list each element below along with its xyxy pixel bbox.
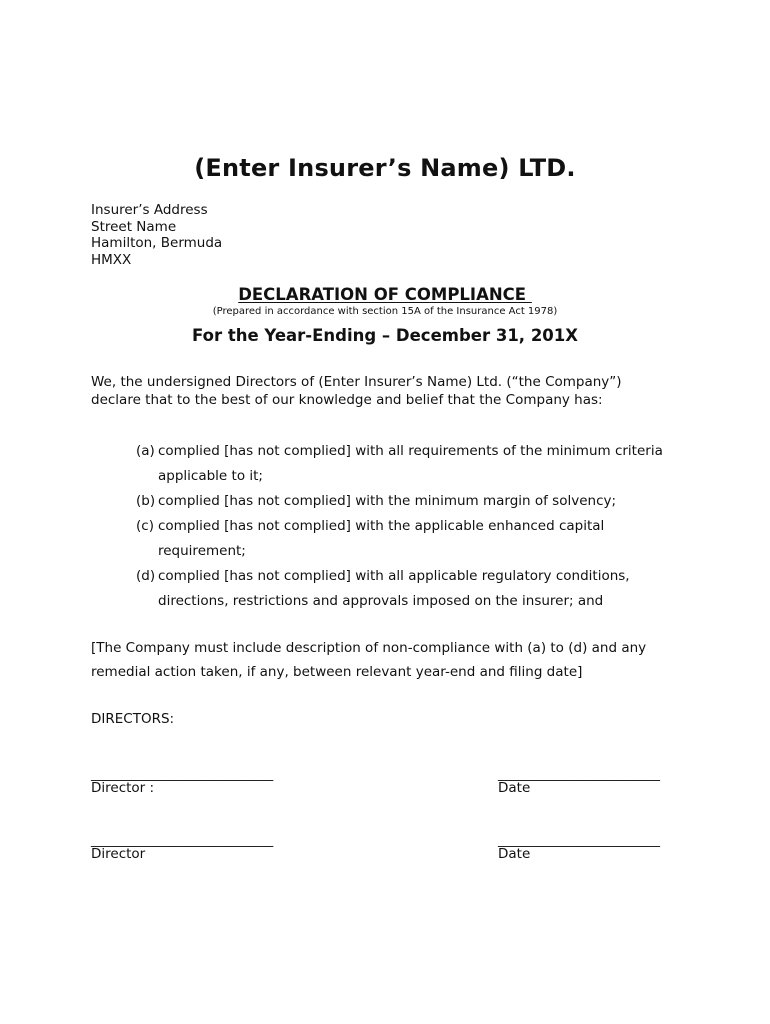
date-signature-line-1: ________________________	[498, 766, 660, 782]
clause-text-line: complied [has not complied] with the minimum margin of solvency;	[158, 493, 617, 509]
clause-text-line: applicable to it;	[158, 468, 263, 484]
director-signature-line-1: ___________________________	[91, 766, 274, 782]
director-label-2: Director	[91, 846, 146, 862]
declaration-heading	[0, 285, 770, 304]
clause-item-c	[136, 514, 696, 564]
address-line: Insurer’s Address	[91, 202, 208, 218]
intro-line: We, the undersigned Directors of (Enter Insurer’s Name) Ltd. (“the Company”)	[91, 374, 622, 390]
date-signature-line-2: ________________________	[498, 832, 660, 848]
intro-paragraph	[91, 373, 691, 409]
clause-text-line: directions, restrictions and approvals imposed on the insurer; and	[158, 593, 604, 609]
declaration-heading-text: DECLARATION OF COMPLIANCE	[238, 285, 532, 304]
address-line: Hamilton, Bermuda	[91, 235, 223, 252]
director-signature-line-2: ___________________________	[91, 832, 274, 848]
directors-label: DIRECTORS:	[91, 711, 175, 727]
compliance-clauses-list	[136, 439, 696, 614]
clause-marker: (d)	[136, 568, 156, 584]
clause-marker: (c)	[136, 518, 154, 534]
clause-item-d	[136, 564, 696, 614]
declaration-subheading: (Prepared in accordance with section 15A of the Insurance Act 1978)	[212, 306, 558, 317]
intro-line: declare that to the best of our knowledge and belief that the Company has:	[91, 392, 603, 408]
date-label-2: Date	[498, 846, 531, 862]
clause-text-line: complied [has not complied] with the applicable enhanced capital	[158, 518, 605, 534]
note-line: remedial action taken, if any, between relevant year-end and filing date]	[91, 664, 583, 680]
clause-text-line: complied [has not complied] with all applicable regulatory conditions,	[158, 568, 630, 584]
date-label-1: Date	[498, 780, 531, 796]
insurer-address-block	[91, 202, 222, 269]
clause-item-a	[136, 439, 696, 489]
clause-item-b	[136, 489, 696, 514]
note-line: [The Company must include description of non-compliance with (a) to (d) and any	[91, 640, 647, 656]
clause-marker: (a)	[136, 443, 155, 459]
clause-text-line: requirement;	[158, 543, 246, 559]
year-ending-heading: For the Year-Ending – December 31, 201X	[192, 326, 578, 345]
address-line: Street Name	[91, 218, 177, 235]
director-label-1: Director :	[91, 780, 155, 796]
address-line: HMXX	[91, 252, 132, 269]
clause-marker: (b)	[136, 493, 156, 509]
document-title: (Enter Insurer’s Name) LTD.	[194, 154, 576, 182]
non-compliance-note	[91, 636, 691, 684]
clause-text-line: complied [has not complied] with all requirements of the minimum criteria	[158, 443, 663, 459]
